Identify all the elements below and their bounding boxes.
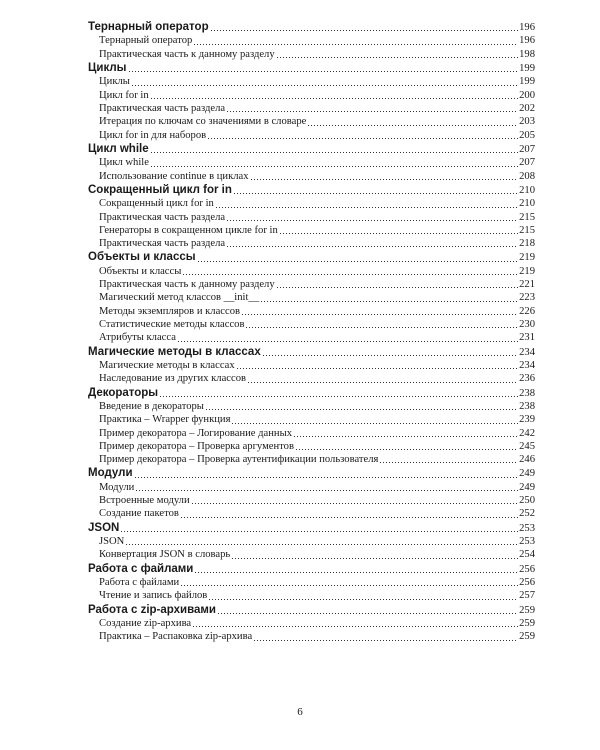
toc-subsection-entry [88, 170, 535, 183]
toc-subsection-entry [88, 211, 535, 224]
toc-dot-leader [276, 57, 518, 58]
toc-entry-page: 218 [519, 238, 535, 250]
toc-entry-title: Итерация по ключам со значениями в словаре [99, 116, 307, 128]
toc-dot-leader [241, 314, 518, 315]
table-of-contents [88, 20, 535, 644]
toc-dot-leader [245, 327, 518, 328]
toc-entry-title: Пример декоратора – Проверка аргументов [99, 440, 294, 452]
toc-entry-title: Работа с zip-архивами [88, 603, 216, 616]
toc-entry-page: 230 [519, 319, 535, 330]
toc-dot-leader [226, 246, 518, 247]
toc-dot-leader [194, 572, 518, 573]
toc-dot-leader [247, 382, 518, 383]
toc-dot-leader [180, 585, 518, 586]
toc-subsection-entry [88, 400, 535, 413]
toc-subsection-entry [88, 630, 535, 643]
toc-entry-page: 253 [519, 536, 535, 548]
toc-entry-title: Модули [88, 467, 133, 480]
toc-entry-page: 210 [519, 184, 535, 196]
toc-entry-title: Магический метод классов __init__ [99, 292, 259, 304]
toc-entry-page: 252 [519, 508, 535, 520]
toc-entry-title: JSON [99, 536, 125, 548]
toc-subsection-entry [88, 359, 535, 372]
toc-entry-title: Статистические методы классов [99, 319, 245, 330]
toc-entry-page: 223 [519, 292, 535, 304]
toc-entry-page: 207 [519, 143, 535, 155]
toc-dot-leader [197, 261, 519, 262]
toc-entry-title: Циклы [99, 76, 130, 88]
toc-entry-page: 196 [519, 22, 535, 33]
toc-entry-page: 234 [519, 359, 535, 371]
toc-entry-page: 259 [519, 631, 535, 643]
toc-entry-title: Создание zip-архива [99, 618, 192, 630]
toc-dot-leader [293, 436, 518, 437]
toc-entry-page: 234 [519, 346, 535, 358]
toc-dot-leader [210, 30, 519, 31]
toc-entry-title: Объекты и классы [88, 251, 196, 264]
toc-dot-leader [295, 449, 518, 450]
toc-entry-page: 253 [519, 522, 535, 534]
toc-entry-page: 259 [519, 618, 535, 630]
toc-subsection-entry [88, 75, 535, 88]
toc-entry-title: Модули [99, 481, 135, 493]
toc-subsection-entry [88, 617, 535, 630]
toc-entry-page: 198 [519, 48, 535, 60]
toc-subsection-entry [88, 507, 535, 520]
toc-subsection-entry [88, 589, 535, 602]
toc-dot-leader [120, 531, 518, 532]
page-number: 6 [297, 706, 303, 718]
toc-subsection-entry [88, 548, 535, 561]
toc-entry-title: Цикл while [99, 157, 149, 169]
toc-entry-page: 215 [519, 211, 535, 223]
toc-entry-page: 205 [519, 129, 535, 141]
toc-dot-leader [191, 503, 518, 504]
toc-entry-title: Практическая часть к данному разделу [99, 48, 275, 60]
toc-subsection-entry [88, 34, 535, 47]
toc-entry-title: Практика – Распаковка zip-архива [99, 631, 253, 643]
toc-entry-title: Декораторы [88, 386, 159, 399]
toc-entry-page: 245 [519, 440, 535, 452]
toc-dot-leader [231, 423, 518, 424]
toc-dot-leader [379, 462, 518, 463]
toc-entry-page: 219 [519, 252, 535, 264]
toc-dot-leader [193, 44, 518, 45]
toc-entry-title: Пример декоратора – Проверка аутентификации пользователя [99, 454, 379, 466]
toc-dot-leader [307, 125, 518, 126]
toc-dot-leader [128, 71, 519, 72]
toc-dot-leader [159, 396, 518, 397]
toc-entry-page: 210 [519, 198, 535, 210]
toc-subsection-entry [88, 413, 535, 426]
toc-section-entry [88, 61, 535, 75]
toc-subsection-entry [88, 129, 535, 142]
toc-entry-title: Встроенные модули [99, 495, 190, 507]
toc-subsection-entry [88, 453, 535, 466]
toc-subsection-entry [88, 440, 535, 453]
toc-dot-leader [131, 85, 518, 86]
toc-entry-title: Пример декоратора – Логирование данных [99, 427, 292, 439]
toc-dot-leader [192, 626, 518, 627]
toc-subsection-entry [88, 318, 535, 331]
toc-entry-title: Объекты и классы [99, 265, 182, 277]
toc-entry-title: Создание пакетов [99, 508, 179, 520]
toc-entry-page: 199 [519, 76, 535, 88]
toc-section-entry [88, 466, 535, 480]
toc-entry-title: Цикл for in для наборов [99, 129, 207, 141]
toc-subsection-entry [88, 331, 535, 344]
toc-entry-title: Сокращенный цикл for in [88, 183, 232, 196]
toc-dot-leader [125, 544, 518, 545]
toc-entry-title: Введение в декораторы [99, 400, 204, 412]
toc-subsection-entry [88, 224, 535, 237]
toc-subsection-entry [88, 156, 535, 169]
toc-dot-leader [182, 274, 518, 275]
toc-entry-page: 215 [519, 224, 535, 236]
toc-dot-leader [233, 193, 518, 194]
toc-entry-page: 221 [519, 279, 535, 291]
toc-entry-title: Практика – Wrapper функция [99, 414, 231, 426]
toc-dot-leader [150, 152, 518, 153]
toc-entry-page: 256 [519, 563, 535, 575]
toc-entry-page: 207 [519, 157, 535, 169]
toc-entry-title: Практическая часть раздела [99, 238, 226, 250]
toc-subsection-entry [88, 115, 535, 128]
toc-entry-page: 231 [519, 332, 535, 344]
toc-entry-title: Циклы [88, 61, 127, 74]
toc-entry-title: Практическая часть раздела [99, 102, 226, 114]
toc-section-entry [88, 250, 535, 264]
toc-entry-page: 254 [519, 549, 535, 561]
toc-dot-leader [207, 138, 518, 139]
toc-section-entry [88, 603, 535, 617]
toc-dot-leader [250, 179, 519, 180]
toc-dot-leader [177, 341, 518, 342]
toc-subsection-entry [88, 102, 535, 115]
toc-subsection-entry [88, 427, 535, 440]
toc-entry-title: Цикл for in [99, 89, 149, 101]
toc-entry-title: Работа с файлами [88, 562, 194, 575]
toc-dot-leader [180, 517, 518, 518]
toc-entry-page: 239 [519, 414, 535, 426]
toc-entry-title: Магические методы в классах [99, 359, 235, 371]
toc-dot-leader [226, 111, 518, 112]
toc-dot-leader [260, 301, 518, 302]
toc-dot-leader [231, 558, 518, 559]
toc-entry-page: 257 [519, 590, 535, 602]
toc-entry-title: Практическая часть к данному разделу [99, 279, 275, 291]
toc-entry-title: Работа с файлами [99, 577, 180, 589]
toc-subsection-entry [88, 278, 535, 291]
toc-section-entry [88, 521, 535, 535]
toc-dot-leader [253, 640, 518, 641]
toc-dot-leader [205, 409, 518, 410]
toc-subsection-entry [88, 481, 535, 494]
toc-dot-leader [150, 166, 518, 167]
toc-entry-page: 238 [519, 400, 535, 412]
toc-dot-leader [262, 355, 518, 356]
toc-subsection-entry [88, 89, 535, 102]
toc-entry-page: 226 [519, 305, 535, 317]
toc-subsection-entry [88, 305, 535, 318]
toc-entry-title: JSON [88, 521, 120, 534]
toc-entry-title: Цикл while [88, 142, 149, 155]
toc-entry-page: 203 [519, 116, 535, 128]
toc-entry-page: 249 [519, 481, 535, 493]
toc-dot-leader [226, 220, 518, 221]
toc-subsection-entry [88, 197, 535, 210]
toc-section-entry [88, 142, 535, 156]
toc-subsection-entry [88, 237, 535, 250]
toc-dot-leader [215, 207, 518, 208]
toc-section-entry [88, 386, 535, 400]
toc-entry-title: Методы экземпляров и классов [99, 305, 240, 317]
toc-entry-page: 196 [519, 35, 535, 47]
toc-entry-page: 249 [519, 468, 535, 480]
toc-entry-page: 219 [519, 265, 535, 277]
toc-dot-leader [208, 599, 518, 600]
toc-subsection-entry [88, 48, 535, 61]
toc-dot-leader [134, 477, 519, 478]
toc-subsection-entry [88, 265, 535, 278]
toc-dot-leader [279, 233, 518, 234]
toc-section-entry [88, 345, 535, 359]
toc-entry-title: Чтение и запись файлов [99, 590, 208, 602]
toc-entry-page: 200 [519, 89, 535, 101]
toc-dot-leader [276, 287, 518, 288]
toc-subsection-entry [88, 576, 535, 589]
toc-entry-page: 246 [519, 454, 535, 466]
toc-entry-title: Тернарный оператор [88, 21, 209, 33]
toc-section-entry [88, 183, 535, 197]
toc-section-entry [88, 562, 535, 576]
toc-subsection-entry [88, 494, 535, 507]
toc-subsection-entry [88, 372, 535, 385]
toc-entry-title: Атрибуты класса [99, 332, 176, 344]
toc-entry-title: Практическая часть раздела [99, 211, 226, 223]
toc-subsection-entry [88, 291, 535, 304]
toc-entry-page: 208 [519, 170, 535, 182]
toc-entry-title: Сокращенный цикл for in [99, 198, 214, 210]
toc-entry-page: 236 [519, 373, 535, 385]
toc-entry-page: 242 [519, 427, 535, 439]
toc-entry-page: 199 [519, 62, 535, 74]
toc-dot-leader [135, 490, 518, 491]
toc-entry-page: 238 [519, 387, 535, 399]
toc-section-entry [88, 20, 535, 34]
toc-entry-title: Магические методы в классах [88, 345, 261, 358]
toc-entry-page: 259 [519, 604, 535, 616]
toc-subsection-entry [88, 535, 535, 548]
toc-entry-page: 250 [519, 495, 535, 507]
toc-dot-leader [150, 98, 518, 99]
toc-entry-title: Тернарный оператор [99, 35, 193, 47]
toc-entry-title: Генераторы в сокращенном цикле for in [99, 224, 278, 236]
toc-dot-leader [217, 613, 518, 614]
toc-dot-leader [236, 368, 518, 369]
toc-entry-title: Использование continue в циклах [99, 170, 249, 182]
toc-entry-page: 202 [519, 102, 535, 114]
toc-entry-title: Конвертация JSON в словарь [99, 549, 231, 561]
toc-entry-title: Наследование из других классов [99, 373, 246, 385]
toc-entry-page: 256 [519, 577, 535, 589]
